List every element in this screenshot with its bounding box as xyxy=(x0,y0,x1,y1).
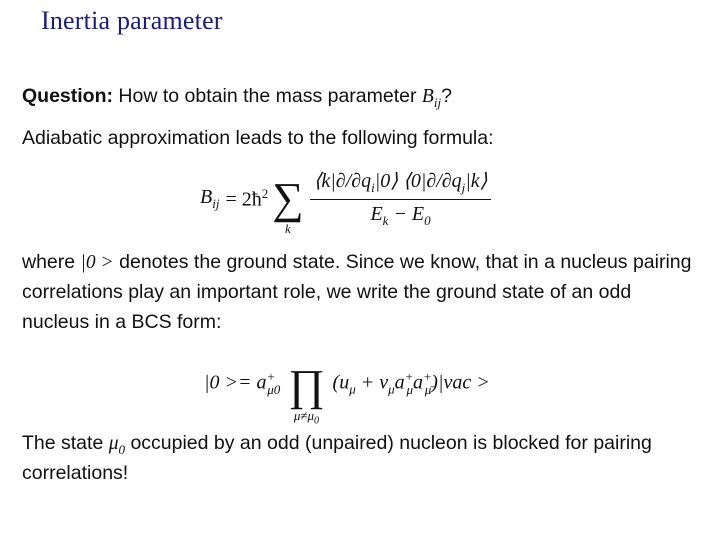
question-text: How to obtain the mass parameter xyxy=(118,85,417,107)
formula1-equals: = $2ħ^2$ xyxy=(225,185,269,211)
blocked-symbol: $\mu_0$ xyxy=(108,433,126,457)
formula1-lhs: $B_{ij}$ xyxy=(200,185,220,211)
mass-parameter-formula xyxy=(200,168,491,236)
formula1-numerator: $⟨k|\partial/\partial q_i|0⟩$ $⟨0|\partial/\partial q_j|k⟩$ xyxy=(310,168,492,200)
formula1-denominator: $E_k - E_0$ xyxy=(370,203,431,228)
formula1-fraction xyxy=(310,168,492,229)
formula2-product: ∏ $\mu\ne\mu_0$ xyxy=(288,361,325,427)
formula2-lhs: $|0 >= a^+_{\mu 0}$ xyxy=(204,368,281,397)
ground-state-line-1: where |0 > denotes the ground state. Since we know, that in a nucleus pairing xyxy=(22,251,692,273)
question-symbol: $B_{ij}$ xyxy=(421,86,442,110)
slide-title: Inertia parameter xyxy=(41,6,223,35)
blocked-line-1: The state $\mu_0$ occupied by an odd (unpaired) nucleon is blocked for pairing xyxy=(22,432,652,457)
question-mark: ? xyxy=(441,85,452,107)
question-line xyxy=(22,81,712,118)
bcs-state-formula xyxy=(204,352,490,427)
ground-state-line-3: nucleus in a BCS form: xyxy=(22,311,222,333)
adiabatic-line: Adiabatic approximation leads to the following formula: xyxy=(22,127,494,149)
ground-state-line-2: correlations play an important role, we write the ground state of an odd xyxy=(22,281,632,303)
question-label: Question: xyxy=(22,85,113,107)
formula1-sum: ∑ k xyxy=(272,173,304,236)
blocked-line-2: correlations! xyxy=(22,462,129,484)
ground-state-ket: |0 > xyxy=(80,252,114,273)
formula2-body: $(u_\mu + v_\mu a^+_\mu a^+_{\mū})|vac$ > xyxy=(332,368,490,397)
